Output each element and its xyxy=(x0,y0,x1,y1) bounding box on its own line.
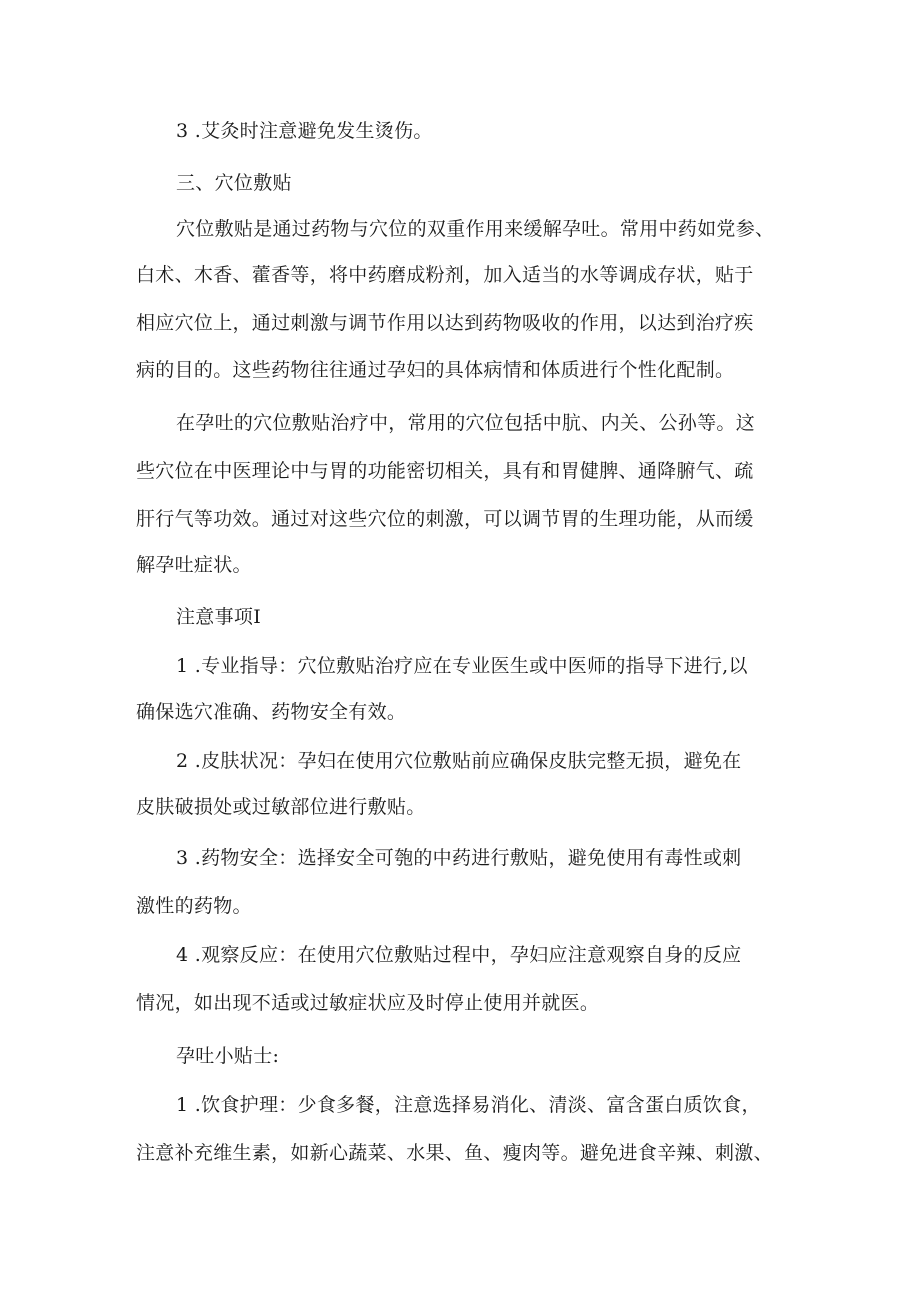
p2-line-1: 在孕吐的穴位敷贴治疗中，常用的穴位包括中肮、内关、公孙等。这 xyxy=(176,412,756,434)
note-4-line-1: 4 .观察反应：在使用穴位敷贴过程中，孕妇应注意观察自身的反应 xyxy=(176,944,742,966)
note-3-line-2: 激性的药物。 xyxy=(136,895,252,917)
note-1-line-2: 确保选穴准确、药物安全有效。 xyxy=(136,701,407,723)
p1-line-3: 相应穴位上，通过刺激与调节作用以达到药物吸收的作用，以达到治疗疾 xyxy=(136,312,754,334)
moxa-note-3: 3 .艾灸时注意避免发生烫伤。 xyxy=(176,120,433,142)
p2-line-2: 些穴位在中医理论中与胃的功能密切相关，具有和胃健脾、通降腑气、疏 xyxy=(136,460,754,482)
section-3-title: 三、穴位敷贴 xyxy=(176,172,292,194)
note-2-line-2: 皮肤破损处或过敏部位进行敷贴。 xyxy=(136,796,426,818)
note-4-line-2: 情况，如出现不适或过敏症状应及时停止使用并就医。 xyxy=(136,992,600,1014)
tip-1-line-1: 1 .饮食护理：少食多餐，注意选择易消化、清淡、富含蛋白质饮食， xyxy=(176,1094,761,1116)
p2-line-4: 解孕吐症状。 xyxy=(136,554,252,576)
notes-title: 注意事项I xyxy=(176,606,262,628)
p2-line-3: 肝行气等功效。通过对这些穴位的刺激，可以调节胃的生理功能，从而缓 xyxy=(136,508,754,530)
note-1-line-1: 1 .专业指导：穴位敷贴治疗应在专业医生或中医师的指导下进行,以 xyxy=(176,655,748,677)
note-3-line-1: 3 .药物安全：选择安全可匏的中药进行敷贴，避免使用有毒性或刺 xyxy=(176,847,742,869)
tip-1-line-2: 注意补充维生素，如新心蔬菜、水果、鱼、瘦肉等。避免进食辛辣、刺激、 xyxy=(136,1142,773,1164)
tips-title: 孕吐小贴士: xyxy=(176,1045,280,1067)
note-2-line-1: 2 .皮肤状况：孕妇在使用穴位敷贴前应确保皮肤完整无损，避免在 xyxy=(176,750,742,772)
p1-line-4: 病的目的。这些药物往往通过孕妇的具体病情和体质进行个性化配制。 xyxy=(136,359,735,381)
p1-line-1: 穴位敷贴是通过药物与穴位的双重作用来缓解孕吐。常用中药如党参、 xyxy=(176,218,775,240)
p1-line-2: 白术、木香、藿香等，将中药磨成粉剂，加入适当的水等调成存状，贴于 xyxy=(136,264,754,286)
